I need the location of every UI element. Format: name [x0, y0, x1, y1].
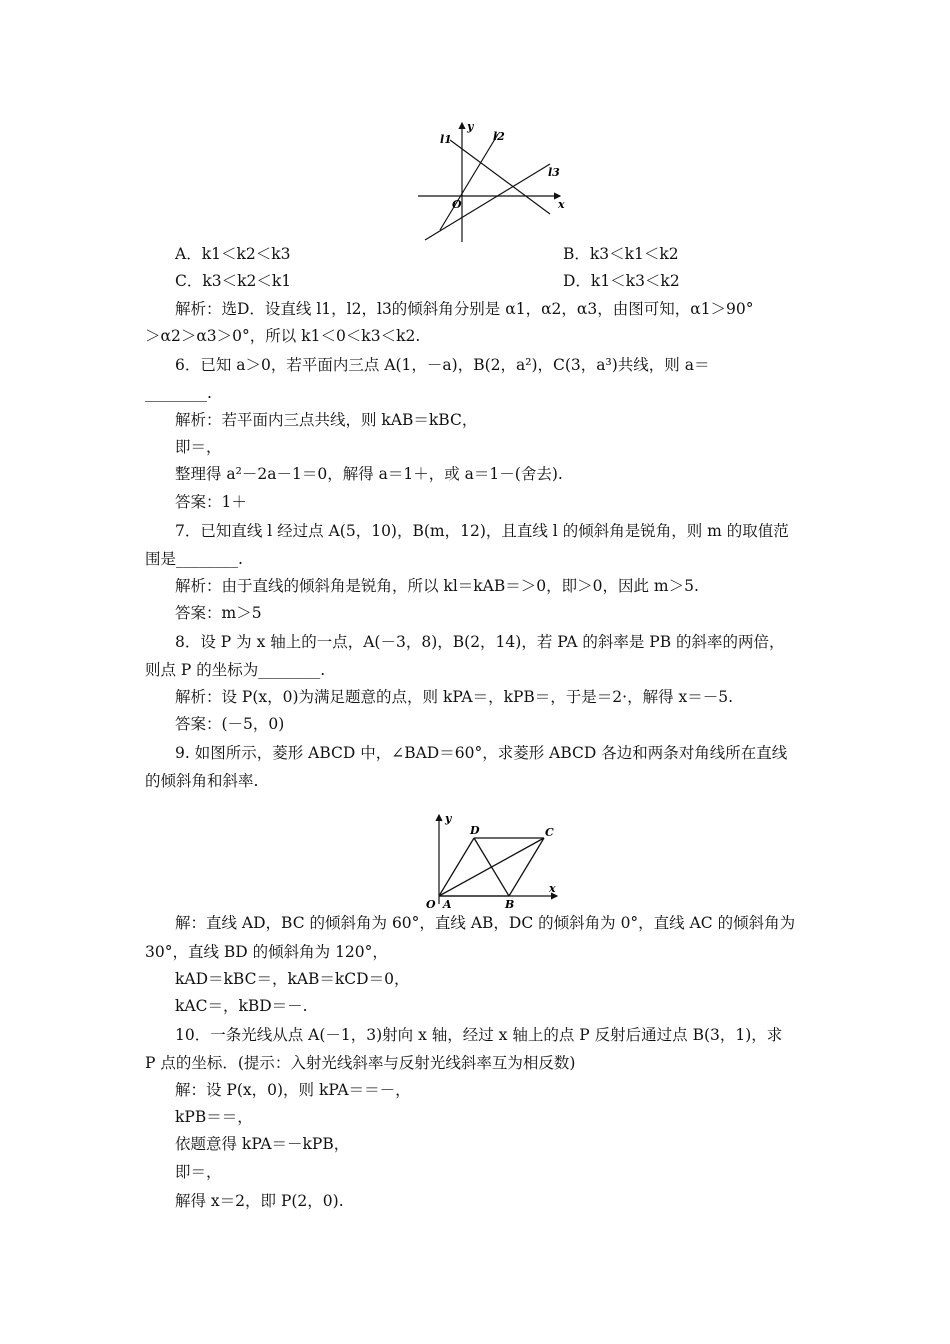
text-line: kPB＝＝， [175, 1108, 253, 1126]
diagonal-bd [474, 838, 509, 896]
side-bc [509, 838, 544, 896]
text-line: 答案：m＞5 [175, 604, 262, 622]
text-line: 整理得 a²－2a－1＝0，解得 a＝1＋，或 a＝1－(舍去). [175, 465, 563, 483]
lines-figure [410, 118, 570, 246]
text-line: 答案：(－5，0) [175, 715, 285, 733]
text-line: 解析：由于直线的倾斜角是锐角，所以 kl＝kAB＝＞0，即＞0，因此 m＞5. [175, 577, 699, 595]
text-line: 10．一条光线从点 A(－1，3)射向 x 轴，经过 x 轴上的点 P 反射后通过点 B(3，1)，求 [175, 1026, 783, 1044]
text-line: 解：设 P(x，0)，则 kPA＝＝－， [175, 1081, 411, 1099]
side-ad [439, 838, 474, 896]
lines-figure-svg [410, 118, 570, 246]
text-line: 解得 x＝2，即 P(2，0). [175, 1192, 344, 1210]
option-c: C．k3＜k2＜k1 [175, 272, 292, 290]
text-line: ________. [145, 384, 212, 402]
text-line: ＞α2＞α3＞0°，所以 k1＜0＜k3＜k2. [145, 327, 421, 345]
text-line: 围是________. [145, 550, 243, 568]
option-d: D．k1＜k3＜k2 [563, 272, 680, 290]
text-line: 9. 如图所示，菱形 ABCD 中，∠BAD＝60°，求菱形 ABCD 各边和两条对角线所在直线 [175, 744, 788, 762]
text-line: 解析：设 P(x，0)为满足题意的点，则 kPA＝，kPB＝，于是＝2·，解得 x＝－5. [175, 688, 734, 706]
option-b: B．k3＜k1＜k2 [563, 245, 679, 263]
text-line: kAD＝kBC＝，kAB＝kCD＝0， [175, 970, 410, 988]
rhombus-figure-svg [425, 812, 565, 912]
fig2-b-label: B [505, 898, 515, 911]
text-line: 30°，直线 BD 的倾斜角为 120°， [145, 943, 388, 961]
line-l2 [440, 134, 498, 230]
text-line: 解：直线 AD，BC 的倾斜角为 60°，直线 AB，DC 的倾斜角为 0°，直线 AC 的倾斜角为 [175, 914, 796, 932]
text-line: 答案：1＋ [175, 493, 247, 511]
text-line: 即＝， [175, 1163, 222, 1181]
fig1-origin-label: O [452, 198, 462, 211]
line-l1 [450, 140, 550, 214]
option-a: A．k1＜k2＜k3 [175, 245, 291, 263]
text-line: 依题意得 kPA＝－kPB， [175, 1135, 350, 1153]
fig2-c-label: C [545, 826, 554, 839]
fig1-l2-label: l2 [493, 130, 505, 143]
text-line: 6．已知 a＞0，若平面内三点 A(1，－a)，B(2，a²)，C(3，a³)共线，则 a＝ [175, 356, 710, 374]
text-line: 8．设 P 为 x 轴上的一点，A(－3，8)，B(2，14)，若 PA 的斜率是 PB 的斜率的两倍， [175, 633, 785, 651]
text-line: 解析：选D．设直线 l1，l2，l3的倾斜角分别是 α1，α2，α3，由图可知，α1＞90° [175, 300, 754, 318]
fig2-x-label: x [549, 882, 556, 895]
text-line: kAC＝，kBD＝－. [175, 997, 308, 1015]
line-l3 [425, 164, 550, 240]
text-line: 的倾斜角和斜率. [145, 772, 259, 790]
fig1-l1-label: l1 [440, 133, 452, 146]
fig1-l3-label: l3 [548, 166, 560, 179]
rhombus-figure [425, 812, 565, 912]
text-line: P 点的坐标．(提示：入射光线斜率与反射光线斜率互为相反数) [145, 1054, 576, 1072]
fig2-y-label: y [445, 812, 452, 825]
fig2-d-label: D [470, 824, 480, 837]
text-line: 7．已知直线 l 经过点 A(5，10)，B(m，12)，且直线 l 的倾斜角是锐角，则 m 的取值范 [175, 522, 789, 540]
fig1-y-label: y [467, 120, 474, 133]
text-line: 解析：若平面内三点共线，则 kAB＝kBC， [175, 411, 478, 429]
fig1-x-label: x [558, 198, 565, 211]
text-line: 则点 P 的坐标为________. [145, 661, 326, 679]
text-line: 即＝， [175, 438, 222, 456]
fig2-a-label: A [443, 898, 452, 911]
fig2-origin-label: O [426, 898, 436, 911]
